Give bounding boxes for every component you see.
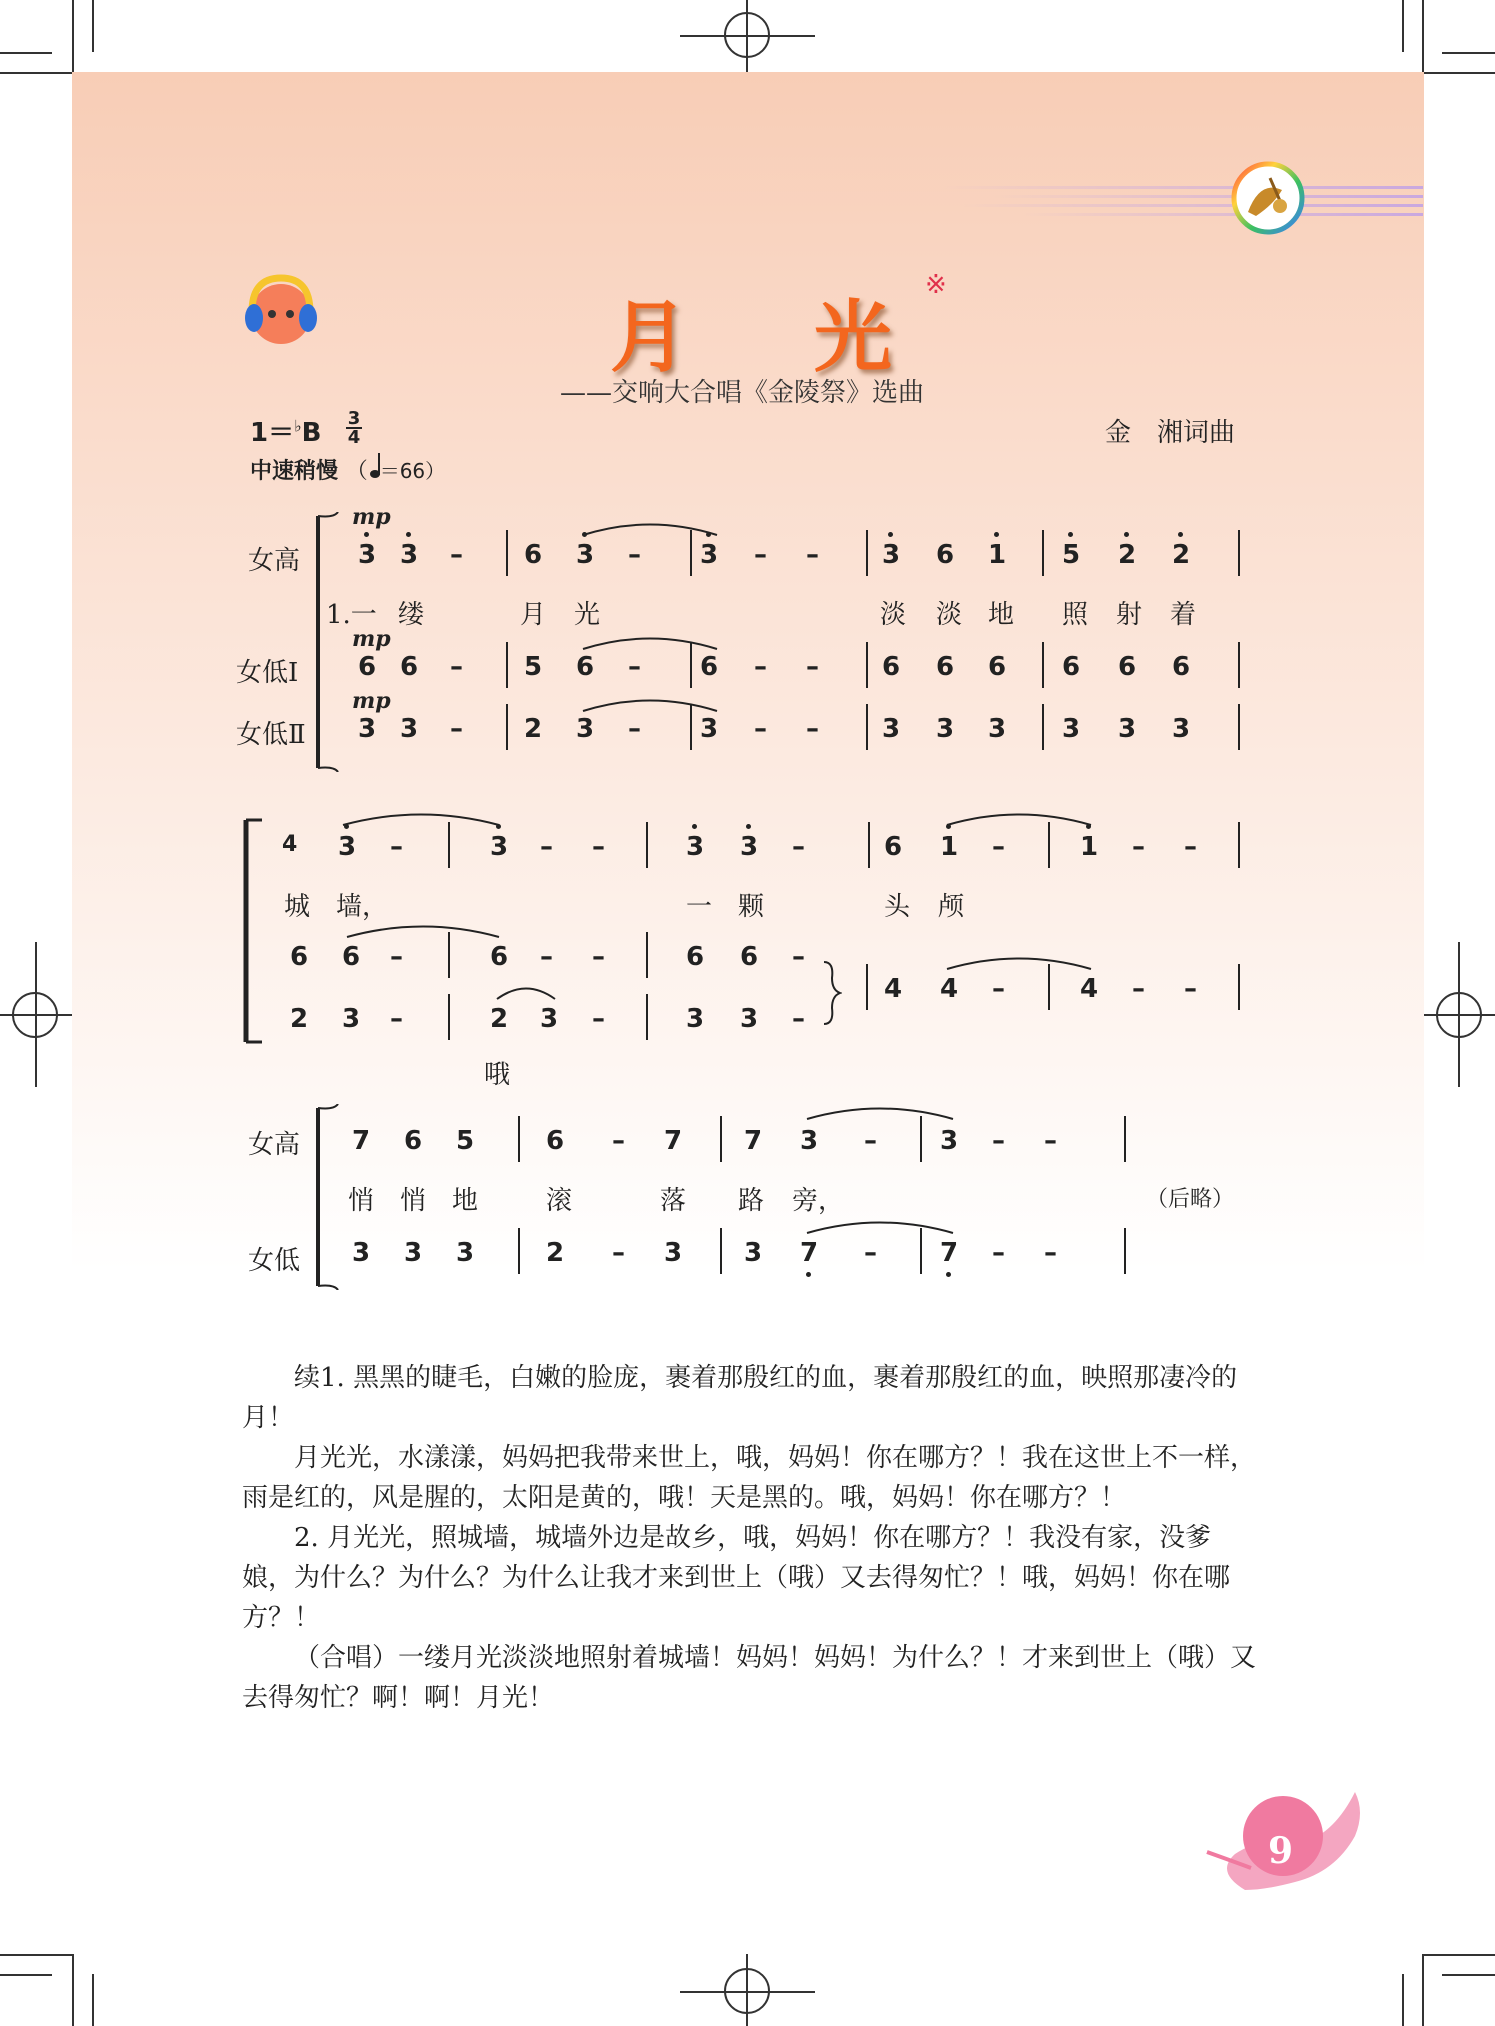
lyric: 照 [1062,600,1089,630]
alto2-note: 3 [1172,714,1191,744]
lyric: 墙， [336,892,389,922]
lyric: 1.一 [326,600,377,630]
verse-text [242,1358,1262,1718]
merged-note: – [1132,974,1145,1004]
dynamic-mp: mp [352,504,391,530]
alto1-note: 6 [400,652,419,682]
alto1-note: 6 [740,942,759,972]
lyric: 头 [884,892,911,922]
alto2-note: – [754,714,767,744]
decor-stripe [963,204,1423,207]
headphone-icon [242,270,320,350]
soprano-note: 3 [490,832,509,862]
bar-line [448,822,450,868]
dynamic-mp: mp [352,626,391,652]
key-note: B [301,418,322,448]
voice-label-soprano: 女高 [248,546,301,576]
soprano-note: – [792,832,805,862]
octave-dot [1178,532,1183,537]
decor-stripe [943,186,1423,189]
crop-mark [0,1974,52,1976]
lyric: 淡 [880,600,907,630]
alto2-note: 3 [358,714,377,744]
merge-brace [822,960,842,1026]
soprano-note: 6 [404,1126,423,1156]
alto1-note: 6 [342,942,361,972]
flat-sign: ♭ [294,416,302,436]
crop-mark [92,0,94,52]
lyric: 地 [988,600,1015,630]
soprano-note: – [806,540,819,570]
tie-arc [582,696,718,712]
page-number: 9 [1268,1830,1294,1872]
alto-note: 3 [456,1238,475,1268]
soprano-note: 7 [664,1126,683,1156]
alto1-note: – [592,942,605,972]
alto-note: – [612,1238,625,1268]
alto2-note: – [792,1004,805,1034]
soprano-note: 3 [686,832,705,862]
tempo-text: 中速稍慢 [250,459,339,484]
bar-line [1048,964,1050,1010]
octave-dot [364,532,369,537]
registration-line [35,942,37,1087]
soprano-note: 5 [1062,540,1081,570]
alto1-note: – [450,652,463,682]
alto-note: – [864,1238,877,1268]
tie-arc [582,634,718,650]
alto1-note: 6 [290,942,309,972]
alto1-note: 6 [700,652,719,682]
bar-line [866,704,868,750]
verse-chorus: （合唱）一缕月光淡淡地照射着城墙！妈妈！妈妈！为什么？！才来到世上（哦）又去得匆忙？啊！啊！月光！ [242,1643,1257,1713]
alto2-note: 3 [988,714,1007,744]
tie-arc [946,810,1092,826]
merged-note: – [1184,974,1197,1004]
bar-line [646,994,648,1040]
registration-line [1458,942,1460,1087]
alto1-note: – [806,652,819,682]
bar-line [1124,1228,1126,1274]
soprano-note: 1 [940,832,959,862]
bar-line [720,1228,722,1274]
tie-arc [346,922,500,938]
voice-label-soprano: 女高 [248,1130,301,1160]
bar-line [448,994,450,1040]
alto2-note: 3 [342,1004,361,1034]
verse-2: 2. 月光光，照城墙，城墙外边是故乡，哦，妈妈！你在哪方？！我没有家，没爹娘，为什么？为什么？为什么让我才来到世上（哦）又去得匆忙？！哦，妈妈！你在哪方？！ [242,1523,1231,1633]
bar-line [720,1116,722,1162]
verse-1b: 月光光，水漾漾，妈妈把我带来世上，哦，妈妈！你在哪方？！我在这世上不一样，雨是红的，风是腥的，太阳是黄的，哦！天是黑的。哦，妈妈！你在哪方？！ [242,1443,1257,1513]
alto2-note: 3 [882,714,901,744]
tie-arc [806,1218,954,1234]
alto2-note: – [390,1004,403,1034]
lyric: 光 [574,600,601,630]
soprano-note: 7 [352,1126,371,1156]
tempo [250,454,445,485]
lyric: 旁， [792,1186,845,1216]
soprano-note: 3 [358,540,377,570]
soprano-note: – [628,540,641,570]
system-bracket-2 [240,816,266,1046]
alto2-note: 3 [686,1004,705,1034]
lyric: 月 [520,600,547,630]
soprano-note: 6 [936,540,955,570]
soprano-note: 1 [1080,832,1099,862]
alto1-note: 5 [524,652,543,682]
soprano-note: 3 [338,832,357,862]
soprano-note: 7 [744,1126,763,1156]
octave-dot [692,824,697,829]
author: 金 湘词曲 [1105,418,1236,448]
lyric: 落 [660,1186,687,1216]
verse-1: 续1. 黑黑的睫毛，白嫩的脸庞，裹着那殷红的血，裹着那殷红的血，映照那凄冷的月！ [242,1363,1238,1433]
alto1-note: 6 [882,652,901,682]
lyric: 悄 [400,1186,427,1216]
crop-mark [72,0,74,72]
bar-line [646,822,648,868]
bar-line [1238,822,1240,868]
alto2-note: – [450,714,463,744]
soprano-note: – [612,1126,625,1156]
bar-line [1042,530,1044,576]
alto1-note: 6 [1172,652,1191,682]
crop-mark [1442,1974,1495,1976]
crop-mark [0,1954,72,1956]
soprano-note: 3 [576,540,595,570]
tempo-value: ＝66） [379,459,446,483]
voice-label-alto: 女低 [248,1246,301,1276]
alto2-note: 3 [1118,714,1137,744]
soprano-note: – [592,832,605,862]
alto1-note: 6 [988,652,1007,682]
alto2-note: 3 [400,714,419,744]
lyric: 路 [738,1186,765,1216]
alto-note: 2 [546,1238,565,1268]
time-bottom: 4 [347,427,361,448]
alto2-note: 2 [290,1004,309,1034]
alto-note: – [992,1238,1005,1268]
crop-mark [1442,52,1495,54]
lyric: 颅 [938,892,965,922]
instrument-medallion-icon [1230,160,1306,236]
crop-mark [1422,1954,1424,2026]
lyric-oh: 哦 [484,1060,511,1090]
octave-dot [946,1272,951,1277]
soprano-note: – [1044,1126,1057,1156]
soprano-note: – [992,832,1005,862]
bar-line [448,932,450,978]
alto1-note: 6 [936,652,955,682]
alto1-note: – [628,652,641,682]
soprano-note: – [450,540,463,570]
tie-arc [496,984,556,1000]
crop-mark [0,72,72,74]
title-mark: ※ [925,270,947,300]
crop-mark [0,52,52,54]
soprano-note: 3 [400,540,419,570]
alto2-note: – [628,714,641,744]
alto-note: 3 [664,1238,683,1268]
lyric: 缕 [398,600,425,630]
registration-line [746,1954,748,2026]
lyric: 一 [686,892,713,922]
tie-arc [342,810,500,826]
octave-dot [1068,532,1073,537]
merged-note: 4 [884,974,903,1004]
alto2-note: – [806,714,819,744]
soprano-note: 2 [1118,540,1137,570]
alto1-note: 6 [1062,652,1081,682]
bar-line [920,1228,922,1274]
key-prefix: 1＝ [250,418,295,448]
tie-arc [946,954,1092,970]
bar-line [866,530,868,576]
soprano-note: – [992,1126,1005,1156]
octave-dot [994,532,999,537]
alto2-note: 2 [524,714,543,744]
crop-mark [72,1954,74,2026]
registration-line [746,0,748,72]
merged-note: – [992,974,1005,1004]
bar-line [1238,964,1240,1010]
lyric: 射 [1116,600,1143,630]
alto1-note: 6 [1118,652,1137,682]
bar-line [506,642,508,688]
alto-note: – [1044,1238,1057,1268]
bar-line [518,1116,520,1162]
alto2-note: 3 [576,714,595,744]
bar-line [1042,704,1044,750]
time-top: 3 [347,408,361,429]
bar-line [1048,822,1050,868]
alto-note: 7 [940,1238,959,1268]
lyric: 悄 [348,1186,375,1216]
soprano-note: – [1132,832,1145,862]
soprano-note: – [540,832,553,862]
crop-mark [92,1974,94,2026]
soprano-note: 6 [546,1126,565,1156]
crop-mark [1424,72,1495,74]
octave-dot [1124,532,1129,537]
soprano-note: 6 [884,832,903,862]
title-char-2: 光 [814,293,893,383]
alto-note: 3 [404,1238,423,1268]
tie-arc [582,520,718,536]
soprano-note: – [390,832,403,862]
soprano-note: 3 [740,832,759,862]
alto1-note: – [754,652,767,682]
alto2-note: 3 [1062,714,1081,744]
alto1-note: 6 [576,652,595,682]
decor-stripe [993,195,1423,198]
bar-line [690,530,692,576]
bar-line [866,642,868,688]
merged-note: 4 [940,974,959,1004]
soprano-note: 1 [988,540,1007,570]
soprano-note: 3 [940,1126,959,1156]
bar-line [518,1228,520,1274]
title-char-1: 月 [610,293,689,383]
bar-line [868,822,870,868]
bar-line [1238,530,1240,576]
bar-line [1238,642,1240,688]
alto1-note: 6 [358,652,377,682]
tempo-paren: （ [345,459,368,484]
decor-stripe [1023,213,1423,216]
alto-note: 3 [352,1238,371,1268]
quarter-note-icon [370,470,380,478]
bar-line [866,964,868,1010]
alto1-note: – [540,942,553,972]
voice-label-alto2: 女低Ⅱ [236,720,306,750]
crop-mark [1424,1954,1495,1956]
alto-note: 3 [744,1238,763,1268]
system-brace-1 [314,512,344,772]
alto1-note: – [390,942,403,972]
dynamic-mp: mp [352,688,391,714]
octave-dot [888,532,893,537]
crop-mark [1402,1974,1404,2026]
bar-line [1042,642,1044,688]
alto1-note: – [792,942,805,972]
soprano-note: 3 [882,540,901,570]
meter-change: 4 [282,832,298,857]
tie-arc [806,1104,954,1120]
octave-dot [746,824,751,829]
lyric: 淡 [936,600,963,630]
time-signature [346,410,362,446]
bar-line [1124,1116,1126,1162]
octave-dot [806,1272,811,1277]
voice-label-alto1: 女低Ⅰ [236,658,299,688]
lyric: 颗 [738,892,765,922]
system-brace-3 [314,1104,344,1290]
key-signature [250,412,321,449]
alto2-note: 2 [490,1004,509,1034]
alto2-note: – [592,1004,605,1034]
alto2-note: 3 [700,714,719,744]
bar-line [1238,704,1240,750]
bar-line [646,932,648,978]
lyric: 着 [1170,600,1197,630]
crop-mark [1402,0,1404,52]
soprano-note: – [754,540,767,570]
lyric: 城 [284,892,311,922]
soprano-note: 5 [456,1126,475,1156]
alto2-note: 3 [540,1004,559,1034]
alto2-note: 3 [740,1004,759,1034]
octave-dot [406,532,411,537]
alto-note: 7 [800,1238,819,1268]
soprano-note: 3 [800,1126,819,1156]
crop-mark [1422,0,1424,72]
soprano-note: 2 [1172,540,1191,570]
soprano-note: 6 [524,540,543,570]
lyric: 地 [452,1186,479,1216]
alto1-note: 6 [490,942,509,972]
omitted-note: （后略） [1146,1187,1235,1212]
subtitle: ——交响大合唱《金陵祭》选曲 [560,378,925,408]
alto1-note: 6 [686,942,705,972]
bar-line [920,1116,922,1162]
merged-note: 4 [1080,974,1099,1004]
bar-line [506,530,508,576]
soprano-note: 3 [700,540,719,570]
alto2-note: 3 [936,714,955,744]
soprano-note: – [864,1126,877,1156]
bar-line [506,704,508,750]
soprano-note: – [1184,832,1197,862]
lyric: 滚 [546,1186,573,1216]
